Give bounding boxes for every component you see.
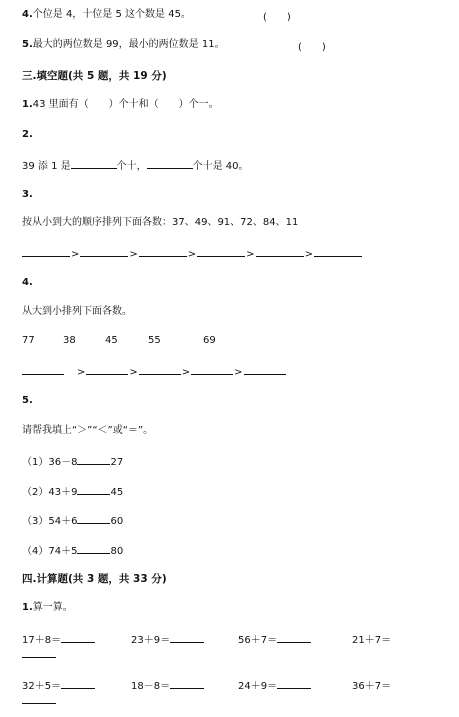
compare-left: （1）36－8 [22, 457, 78, 468]
answer-blank[interactable] [77, 543, 110, 554]
fill-q2 [22, 158, 249, 174]
answer-blank[interactable] [61, 678, 95, 689]
question-text: 算一算。 [32, 602, 73, 613]
greater-than: > [129, 367, 138, 378]
calc-item [238, 631, 311, 646]
question-number: 5. [22, 395, 33, 406]
answer-blank[interactable] [86, 364, 128, 375]
judge-q4 [22, 8, 191, 22]
answer-blank[interactable] [77, 484, 110, 495]
compare-right: 27 [110, 457, 124, 468]
answer-blank[interactable] [256, 246, 304, 257]
greater-than: > [181, 367, 191, 378]
compare-item [22, 513, 123, 529]
answer-blank[interactable] [22, 364, 64, 375]
answer-blank[interactable] [139, 364, 181, 375]
answer-blank[interactable] [170, 632, 204, 643]
compare-left: （2）43＋9 [22, 487, 78, 498]
answer-blank[interactable] [71, 158, 117, 169]
calc-expression: 23＋9＝ [131, 635, 171, 646]
answer-blank[interactable] [22, 246, 70, 257]
calc-q1 [22, 601, 73, 615]
calc-item [22, 677, 95, 692]
number-item: 69 [203, 335, 216, 346]
greater-than: > [71, 249, 80, 260]
calc-item [131, 677, 204, 692]
section-title: 三.填空题(共 5 题，共 19 分) [22, 70, 167, 82]
answer-blank[interactable] [277, 632, 311, 643]
question-text: 39 添 1 是 [22, 161, 71, 172]
compare-left: （4）74＋5 [22, 546, 78, 557]
ordering-row [22, 364, 286, 380]
calc-item [131, 631, 204, 646]
answer-blank[interactable] [147, 158, 193, 169]
question-number: 1. [22, 99, 33, 110]
judge-q5 [22, 38, 225, 52]
calc-item [352, 677, 391, 692]
answer-paren[interactable]: ( ) [263, 12, 291, 23]
compare-item [22, 454, 123, 470]
question-number: 4. [22, 9, 33, 20]
number-item: 55 [148, 335, 161, 346]
calc-item-wrap [22, 647, 56, 661]
question-number: 1. [22, 602, 33, 613]
greater-than: > [129, 249, 138, 260]
calc-item-wrap [22, 693, 56, 707]
number-item: 38 [63, 335, 76, 346]
question-text: 个十， [116, 161, 147, 172]
compare-right: 60 [110, 516, 124, 527]
answer-blank[interactable] [77, 513, 110, 524]
compare-right: 80 [110, 546, 124, 557]
question-text: 从大到小排列下面各数。 [22, 306, 132, 317]
calc-expression: 18－8＝ [131, 681, 171, 692]
answer-blank[interactable] [170, 678, 204, 689]
fill-q1 [22, 98, 219, 112]
answer-blank[interactable] [197, 246, 245, 257]
compare-left: （3）54＋6 [22, 516, 78, 527]
greater-than: > [246, 249, 255, 260]
calc-expression: 36＋7＝ [352, 681, 392, 692]
calc-item [22, 631, 95, 646]
answer-blank[interactable] [61, 632, 95, 643]
section-title: 四.计算题(共 3 题，共 33 分) [22, 573, 167, 585]
greater-than: > [304, 249, 313, 260]
greater-than: > [77, 367, 86, 378]
number-item: 45 [105, 335, 118, 346]
question-text: 个十是 40。 [192, 161, 249, 172]
compare-item [22, 543, 123, 559]
question-number: 2. [22, 129, 33, 140]
number-item: 77 [22, 335, 35, 346]
greater-than: > [234, 367, 243, 378]
calc-item [238, 677, 311, 692]
calc-expression: 17＋8＝ [22, 635, 62, 646]
answer-blank[interactable] [80, 246, 128, 257]
answer-blank[interactable] [277, 678, 311, 689]
question-text: 请帮我填上“＞”“＜”或“＝”。 [22, 425, 154, 436]
question-number: 4. [22, 277, 33, 288]
answer-blank[interactable] [22, 647, 56, 658]
compare-item [22, 484, 123, 500]
question-number: 5. [22, 39, 33, 50]
calc-expression: 24＋9＝ [238, 681, 278, 692]
answer-blank[interactable] [244, 364, 286, 375]
ordering-row [22, 246, 362, 262]
answer-blank[interactable] [77, 454, 110, 465]
answer-blank[interactable] [22, 693, 56, 704]
answer-paren[interactable]: ( ) [298, 42, 326, 53]
question-text: 最大的两位数是 99，最小的两位数是 11。 [32, 39, 225, 50]
answer-blank[interactable] [314, 246, 362, 257]
compare-right: 45 [110, 487, 124, 498]
calc-expression: 56＋7＝ [238, 635, 278, 646]
question-text: 按从小到大的顺序排列下面各数：37、49、91、72、84、11 [22, 217, 299, 228]
answer-blank[interactable] [139, 246, 187, 257]
answer-blank[interactable] [191, 364, 233, 375]
question-text: 43 里面有（ ）个十和（ ）个一。 [32, 99, 219, 110]
calc-expression: 21＋7＝ [352, 635, 392, 646]
calc-item [352, 631, 391, 646]
question-text: 个位是 4，十位是 5 这个数是 45。 [32, 9, 191, 20]
question-number: 3. [22, 189, 33, 200]
calc-expression: 32＋5＝ [22, 681, 62, 692]
greater-than: > [187, 249, 197, 260]
